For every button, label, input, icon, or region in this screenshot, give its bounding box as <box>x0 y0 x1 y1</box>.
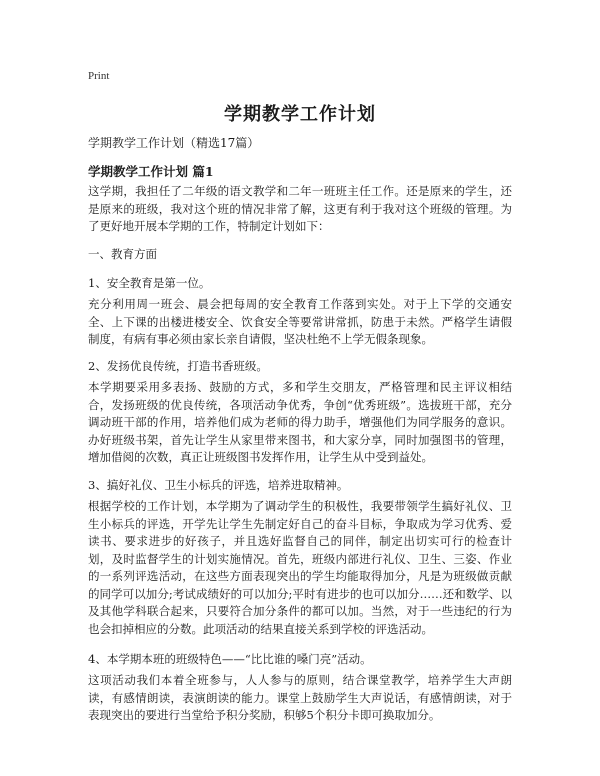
part-heading-education: 一、教育方面 <box>88 247 157 261</box>
item4-paragraph: 这项活动我们本着全班参与，人人参与的原则，结合课堂教学，培养学生大声朗读，有感情朗读，表演朗读的能力。课堂上鼓励学生大声说话，有感情朗读，对于表现突出的要进行当堂给予积分奖励，积够5个积分卡即可换取加分。 <box>88 673 512 722</box>
item3-paragraph: 根据学校的工作计划，本学期为了调动学生的积极性，我要带领学生搞好礼仪、卫生小标兵的评选，开学先让学生先制定好自己的奋斗目标，争取成为学习优秀、爱读书、要求进步的好孩子，并且选好监督自己的同伴，制定出切实可行的检查计划，及时监督学生的计划实施情况。首先，班级内部进行礼仪、卫生、三姿、作业的一系列评选活动，在这些方面表现突出的学生均能取得加分，凡是为班级做贡献的同学可以加分;考试成绩好的可以加分;平时有进步的也可以加分……还和数学、以及其他学科联合起来，只要符合加分条件的都可以加。当然，对于一些违纪的行为也会扣掉相应的分数。此项活动的结果直接关系到学校的评选活动。 <box>88 499 512 636</box>
section-heading: 学期教学工作计划 篇1 <box>88 164 214 179</box>
item1-title: 1、安全教育是第一位。 <box>88 276 211 290</box>
print-label[interactable]: Print <box>88 70 110 82</box>
item2-paragraph: 本学期要采用多表扬、鼓励的方式，多和学生交朋友，严格管理和民主评议相结合，发扬班级的优良传统，各项活动争优秀，争创“优秀班级”。选拔班干部，充分调动班干部的作用，培养他们成为老师的得力助手，增强他们为同学服务的意识。办好班级书架，首先让学生从家里带来图书，和大家分享，同时加强图书的管理，增加借阅的次数，真正让班级图书发挥作用，让学生从中受到益处。 <box>88 380 512 464</box>
document-subtitle: 学期教学工作计划（精选17篇） <box>88 136 260 150</box>
page-title: 学期教学工作计划 <box>224 104 376 125</box>
item2-title: 2、发扬优良传统，打造书香班级。 <box>88 359 268 373</box>
item1-paragraph: 充分利用周一班会、晨会把每周的安全教育工作落到实处。对于上下学的交通安全、上下课的出楼进楼安全、饮食安全等要常讲常抓，防患于未然。严格学生请假制度，有病有事必须由家长亲自请假，坚决杜绝不上学无假条现象。 <box>88 297 512 346</box>
item4-title: 4、本学期本班的班级特色——“比比谁的嗓门亮”活动。 <box>88 652 372 666</box>
intro-paragraph: 这学期，我担任了二年级的语文教学和二年一班班主任工作。还是原来的学生，还是原来的班级，我对这个班的情况非常了解，这更有利于我对这个班级的管理。为了更好地开展本学期的工作，特制定计划如下： <box>88 184 512 233</box>
item3-title: 3、搞好礼仪、卫生小标兵的评选，培养进取精神。 <box>88 478 349 492</box>
